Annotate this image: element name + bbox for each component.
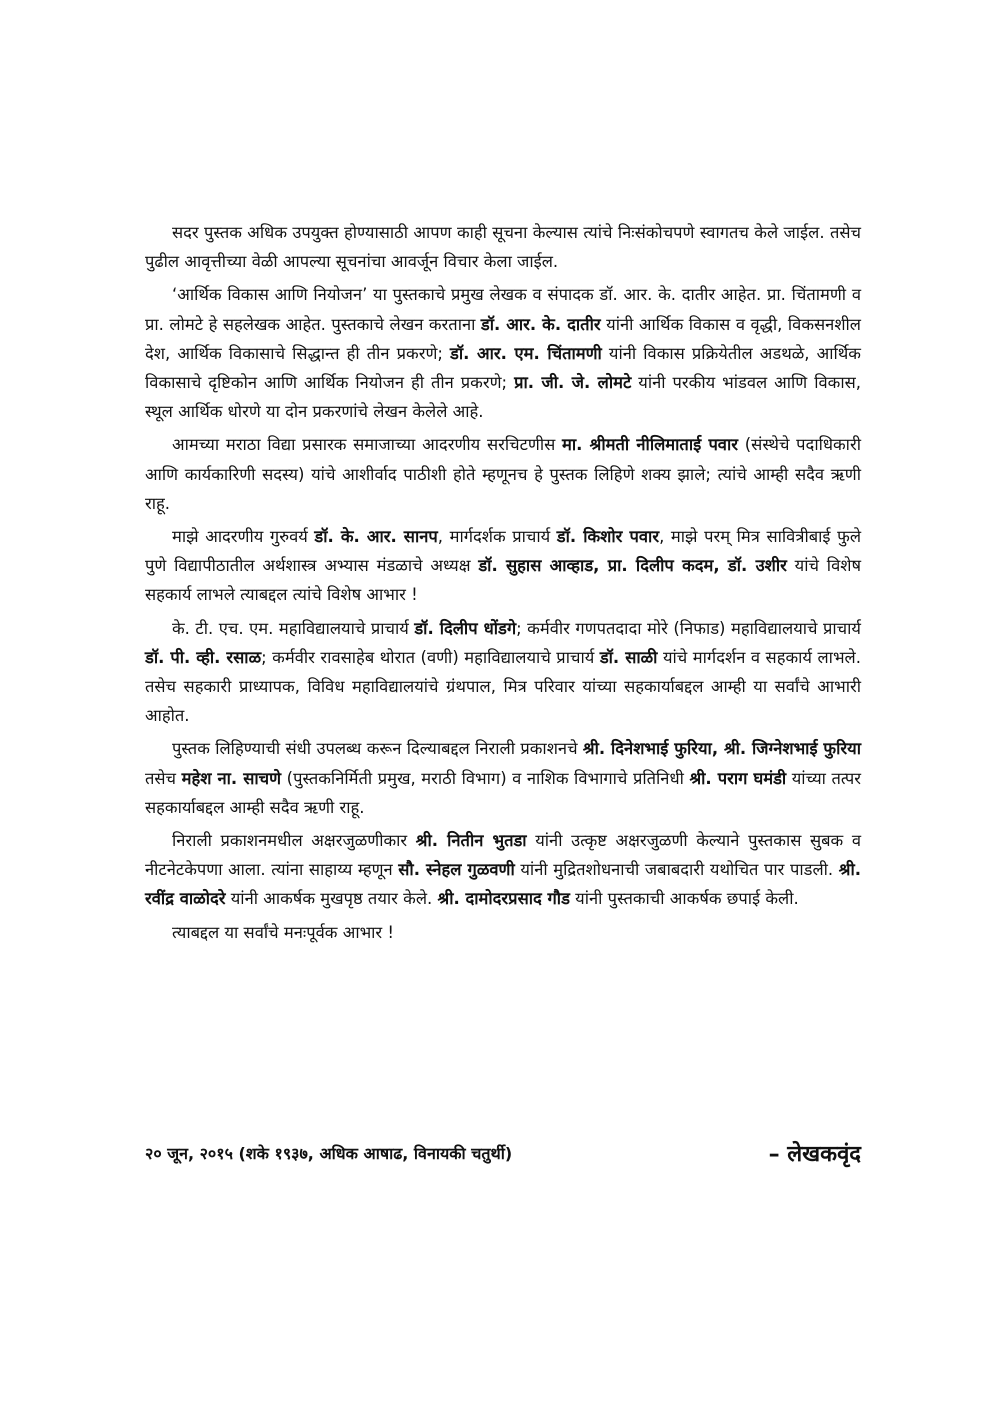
text-segment: , माझे परम् मित्र सावित्रीबाई फुले पुणे विद्यापीठातील अर्थशास्त्र अभ्यास मंडळाचे अध्यक्ष [145,527,861,576]
paragraph [145,734,861,822]
paragraph [145,826,861,914]
text-segment: त्याबद्दल या सर्वांचे मनःपूर्वक आभार ! [172,922,395,942]
text-segment: के. टी. एच. एम. महाविद्यालयाचे प्राचार्य [172,618,415,638]
text-segment: निराली प्रकाशनमधील अक्षरजुळणीकार [172,831,416,851]
name-highlight: डॉ. सुहास आव्हाड, प्रा. दिलीप कदम, डॉ. उशीर [478,556,787,576]
text-segment: यांनी विकास प्रक्रियेतील अडथळे, आर्थिक विकासाचे दृष्टिकोन आणि आर्थिक नियोजन ही तीन प्रकरणे; [145,343,861,393]
text-segment: आमच्या मराठा विद्या प्रसारक समाजाच्या आदरणीय सरचिटणीस [172,435,563,455]
text-segment: ; कर्मवीर गणपतदादा मोरे (निफाड) महाविद्यालयाचे प्राचार्य [516,618,862,638]
paragraph [145,218,861,276]
name-highlight: डॉ. आर. एम. चिंतामणी [450,343,602,363]
name-highlight: डॉ. पी. व्ही. रसाळ [145,647,262,667]
text-segment: यांनी पुस्तकाची आकर्षक छपाई केली. [569,889,799,909]
paragraph [145,614,861,731]
name-highlight: डॉ. के. आर. सानप [314,527,438,547]
text-segment: यांनी आर्थिक विकास व वृद्धी, विकसनशील देश, आर्थिक विकासाचे सिद्धान्त ही तीन प्रकरणे; [145,314,861,363]
text-segment: माझे आदरणीय गुरुवर्य [172,527,315,547]
paragraph [145,918,861,947]
name-highlight: श्री. दिनेशभाई फुरिया, श्री. जिग्नेशभाई फुरिया [582,739,861,759]
text-segment: ; कर्मवीर रावसाहेब थोरात (वणी) महाविद्यालयाचे प्राचार्य [261,647,600,667]
text-segment: यांचे विशेष सहकार्य लाभले त्याबद्दल त्यांचे विशेष आभार ! [145,556,861,605]
text-segment: पुस्तक लिहिण्याची संधी उपलब्ध करून दिल्याबद्दल निराली प्रकाशनचे [172,739,583,759]
preface-footer [145,1138,861,1172]
text-segment: ‘आर्थिक विकास आणि नियोजन’ या पुस्तकाचे प्रमुख लेखक व संपादक डॉ. आर. के. दातीर आहेत. प्रा. चिंतामणी व प्रा. लोमटे हे सहलेखक आहेत. पुस्तकाचे लेखन करताना [145,285,861,334]
name-highlight: मा. श्रीमती नीलिमाताई पवार [562,435,739,455]
name-highlight: महेश ना. साचणे [181,768,282,788]
name-highlight: डॉ. दिलीप धोंडगे [414,618,517,638]
text-segment: यांचे मार्गदर्शन व सहकार्य लाभले. तसेच सहकारी प्राध्यापक, विविध महाविद्यालयांचे ग्रंथपाल, मित्र परिवार यांच्या सहकार्याबद्दल आम्ही या सर्वांचे आभारी आहोत. [145,647,861,726]
text-segment: सदर पुस्तक अधिक उपयुक्त होण्यासाठी आपण काही सूचना केल्यास त्यांचे निःसंकोचपणे स्वागतच केले जाईल. तसेच पुढील आवृत्तीच्या वेळी आपल्या सूचनांचा आवर्जून विचार केला जाईल. [145,223,861,272]
text-segment: तसेच [145,768,182,788]
text-segment: (संस्थेचे पदाधिकारी आणि कार्यकारिणी सदस्य) यांचे आशीर्वाद पाठीशी होते म्हणूनच हे पुस्तक लिहिणे शक्य झाले; त्यांचे आम्ही सदैव ऋणी राहू. [145,435,861,513]
name-highlight: डॉ. किशोर पवार [556,527,660,547]
name-highlight: श्री. नितीन भुतडा [415,831,527,851]
paragraph [145,522,861,610]
text-segment: यांच्या तत्पर सहकार्याबद्दल आम्ही सदैव ऋणी राहू. [145,768,861,817]
name-highlight: डॉ. साळी [599,647,658,667]
name-highlight: प्रा. जी. जे. लोमटे [514,373,632,393]
text-segment: यांनी आकर्षक मुखपृष्ठ तयार केले. [225,889,438,909]
text-segment: यांनी मुद्रितशोधनाची जबाबदारी यथोचित पार पाडली. [514,860,839,880]
paragraph [145,280,861,426]
paragraph [145,430,861,518]
text-segment: यांनी परकीय भांडवल आणि विकास, स्थूल आर्थिक धोरणे या दोन प्रकरणांचे लेखन केलेले आहे. [145,373,861,422]
name-highlight: डॉ. आर. के. दातीर [480,314,601,334]
name-highlight: श्री. दामोदरप्रसाद गौड [437,889,570,909]
authors-signature: – लेखकवृंद [768,1142,861,1167]
date-line: २० जून, २०१५ (शके १९३७, अधिक आषाढ, विनायकी चतुर्थी) [145,1144,513,1163]
preface-body [145,218,861,951]
name-highlight: सौ. स्नेहल गुळवणी [398,860,515,880]
name-highlight: श्री. पराग घमंडी [689,768,787,788]
text-segment: यांनी उत्कृष्ट अक्षरजुळणी केल्याने पुस्तकास सुबक व नीटनेटकेपणा आला. त्यांना साहाय्य म्हणून [145,831,861,880]
name-highlight: श्री. रवींद्र वाळोदरे [145,860,861,909]
text-segment: (पुस्तकनिर्मिती प्रमुख, मराठी विभाग) व नाशिक विभागाचे प्रतिनिधी [281,768,690,788]
text-segment: , मार्गदर्शक प्राचार्य [437,527,557,547]
